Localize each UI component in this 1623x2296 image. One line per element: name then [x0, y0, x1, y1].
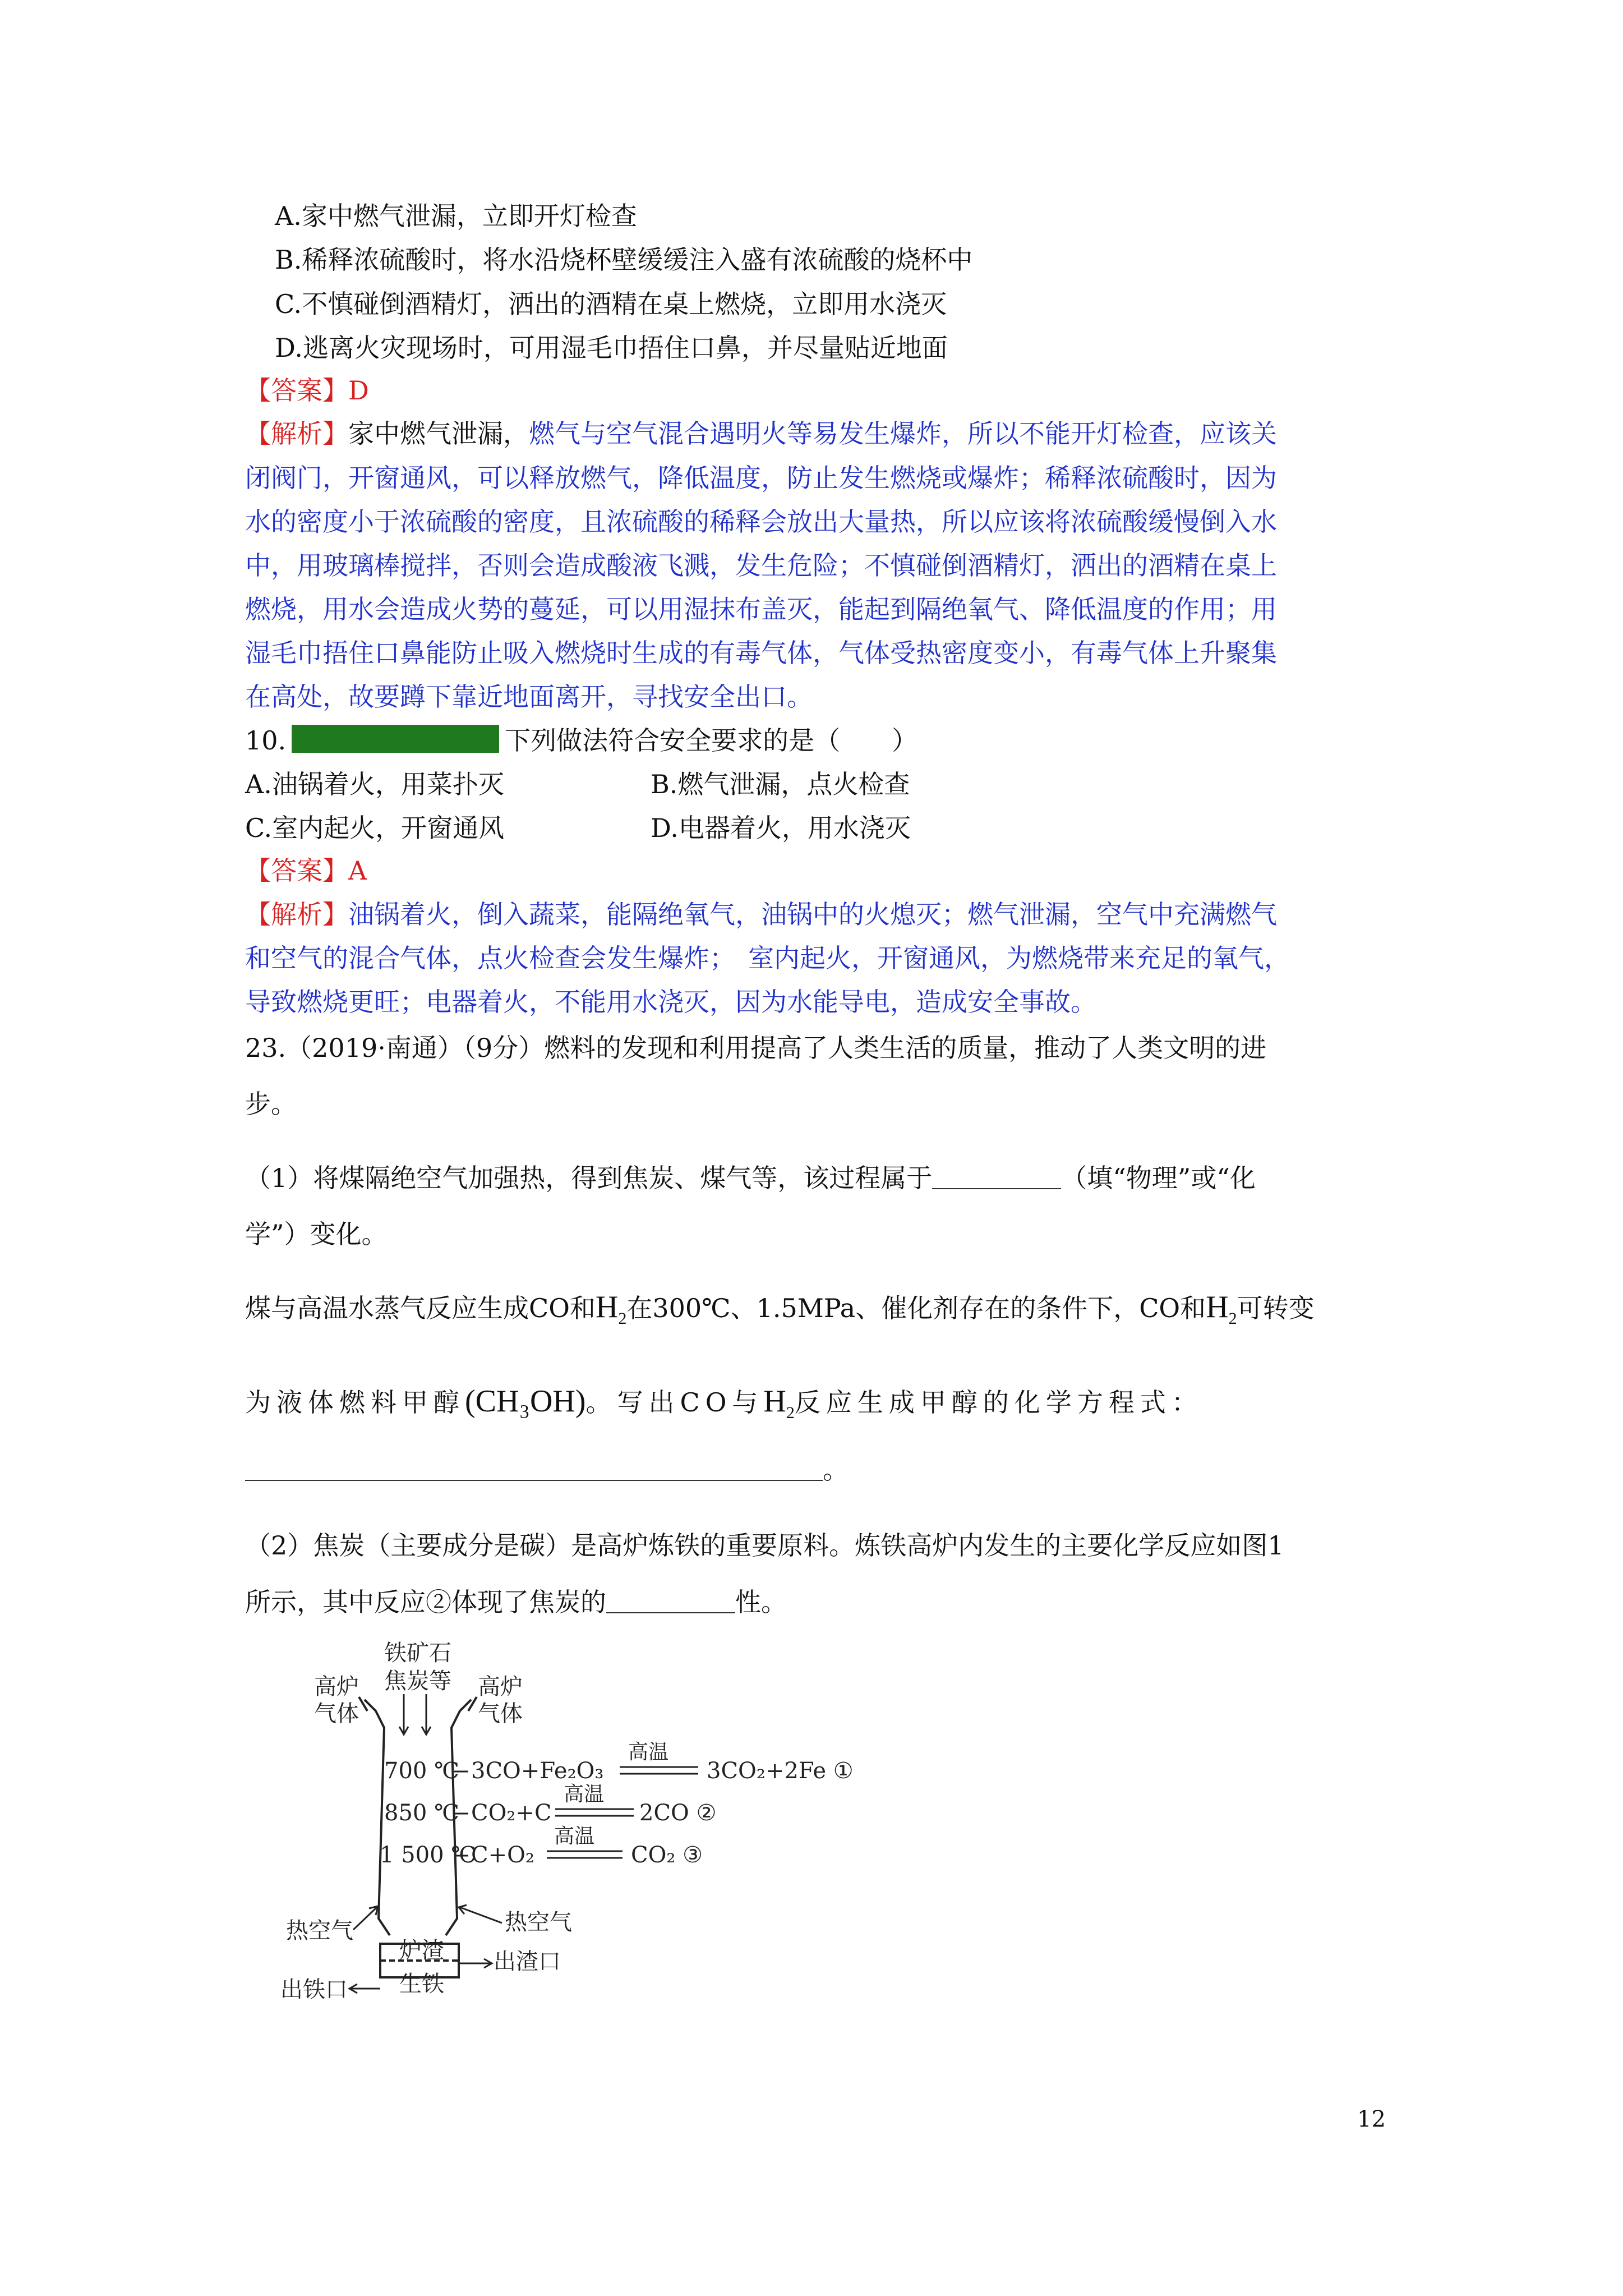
q23-part1-text-2: （填“物理”或“化 — [1061, 1163, 1256, 1193]
q23-part2-line-2 — [245, 1585, 787, 1619]
analysis-label: 【解析】 — [245, 418, 348, 449]
feed-arrows — [399, 1694, 431, 1734]
h-symbol: H — [595, 1290, 619, 1324]
reaction-1-condition: 高温 — [628, 1741, 669, 1764]
reaction-3-condition: 高温 — [554, 1825, 595, 1848]
reaction-1-products: 3CO₂+2Fe ① — [707, 1758, 854, 1784]
q23-text: 反应生成甲醇的化学方程式： — [794, 1387, 1203, 1418]
q9-analysis-line-2: 闭阀门，开窗通风，可以释放燃气，降低温度，防止发生燃烧或爆炸；稀释浓硫酸时，因为 — [245, 463, 1277, 493]
analysis-text: 油锅着火，倒入蔬菜，能隔绝氧气，油锅中的火熄灭；燃气泄漏，空气中充满燃气 — [348, 899, 1277, 930]
h2-formula: $H_2$ — [763, 1384, 795, 1422]
q23-text: 所示，其中反应②体现了焦炭的 — [245, 1587, 606, 1617]
q10-answer — [245, 854, 367, 887]
q23-part2-line-1: （2）焦炭（主要成分是碳）是高炉炼铁的重要原料。炼铁高炉内发生的主要化学反应如图1 — [245, 1530, 1284, 1561]
q23-part1-line-3 — [245, 1290, 1315, 1336]
q10-number: 10. — [245, 725, 287, 756]
temp-850: 850 ℃ — [384, 1800, 459, 1826]
reaction-3-products: CO₂ ③ — [631, 1842, 703, 1868]
q23-equation-blank-line — [245, 1453, 849, 1487]
reaction-2-reactants: CO₂+C — [471, 1800, 552, 1826]
reaction-1-equals — [620, 1767, 698, 1774]
analysis-text: 燃气与空气混合遇明火等易发生爆炸，所以不能开灯检查，应该关 — [529, 418, 1277, 449]
q23-text: 。 — [823, 1455, 849, 1485]
page-number: 12 — [1357, 2106, 1386, 2132]
answer-label: 【答案】 — [245, 855, 348, 886]
blast-furnace-diagram — [269, 1627, 920, 2008]
answer-value: D — [348, 375, 369, 406]
gas-right-label-2: 气体 — [478, 1701, 523, 1727]
gas-left-label-1: 高炉 — [314, 1674, 359, 1700]
reaction-2-equals — [555, 1809, 634, 1816]
q23-text: 煤与高温水蒸气反应生成CO和 — [245, 1293, 596, 1323]
q23-text: 在300℃、1.5MPa、催化剂存在的条件下，CO和 — [626, 1293, 1206, 1323]
q10-option-c: C.室内起火，开窗通风 — [245, 813, 505, 843]
source-tag — [292, 725, 499, 753]
h2-formula: $H_2$ — [1206, 1290, 1237, 1328]
q23-intro-1: 23.（2019·南通）（9分）燃料的发现和利用提高了人类生活的质量，推动了人类文明的进 — [245, 1033, 1267, 1063]
h-symbol: H — [1206, 1290, 1229, 1324]
hot-air-arrows — [353, 1905, 502, 1930]
furnace-outline — [359, 1697, 477, 1977]
q23-part1-line-2: 学”）变化。 — [245, 1219, 388, 1249]
analysis-first: 家中燃气泄漏， — [348, 418, 529, 449]
equation-blank[interactable] — [245, 1457, 823, 1481]
answer-label: 【答案】 — [245, 375, 348, 406]
q9-analysis-line-4: 中，用玻璃棒搅拌，否则会造成酸液飞溅，发生危险；不慎碰倒酒精灯，洒出的酒精在桌上 — [245, 550, 1277, 581]
gas-right-label-1: 高炉 — [478, 1674, 523, 1700]
q23-text: 性。 — [735, 1587, 787, 1617]
q9-analysis-line-7: 在高处，故要蹲下靠近地面离开，寻找安全出口。 — [245, 682, 813, 712]
analysis-label: 【解析】 — [245, 899, 348, 930]
q10-analysis-line-2: 和空气的混合气体，点火检查会发生爆炸； 室内起火，开窗通风，为燃烧带来充足的氧气， — [245, 943, 1290, 973]
q10-option-b: B.燃气泄漏，点火检查 — [651, 769, 910, 799]
iron-outlet-label: 出铁口 — [280, 1977, 348, 2003]
q10-analysis-line-1 — [245, 898, 1277, 931]
q23-text: 为液体燃料甲醇 — [245, 1387, 465, 1418]
q9-analysis-line-1 — [245, 417, 1277, 450]
q23-text: 。写出CO与 — [585, 1387, 764, 1418]
hot-air-left: 热空气 — [286, 1918, 353, 1944]
reaction-1-reactants: 3CO+Fe₂O₃ — [471, 1758, 604, 1784]
temp-1500: 1 500 ℃ — [380, 1842, 476, 1868]
iron-label: 生铁 — [399, 1971, 444, 1997]
q9-analysis-line-6: 湿毛巾捂住口鼻能防止吸入燃烧时生成的有毒气体，气体受热密度变小，有毒气体上升聚集 — [245, 638, 1277, 668]
gas-left-label-2: 气体 — [314, 1701, 359, 1727]
q23-intro-2: 步。 — [245, 1089, 297, 1119]
q9-answer — [245, 374, 369, 407]
q9-analysis-line-5: 燃烧，用水会造成火势的蔓延，可以用湿抹布盖灭，能起到隔绝氧气、降低温度的作用；用 — [245, 594, 1277, 624]
q10-stem — [245, 724, 917, 757]
slag-outlet-label: 出渣口 — [494, 1949, 561, 1975]
q9-analysis-line-3: 水的密度小于浓硫酸的密度，且浓硫酸的稀释会放出大量热，所以应该将浓硫酸缓慢倒入水 — [245, 507, 1277, 537]
methanol-formula: (CH₃OH) — [465, 1384, 586, 1419]
q23-part1-line-4 — [245, 1384, 1203, 1430]
reaction-3-reactants: C+O₂ — [471, 1842, 534, 1868]
q10-option-d: D.电器着火，用水浇灭 — [651, 813, 911, 843]
slag-label: 炉渣 — [399, 1938, 444, 1963]
q9-option-d: D.逃离火灾现场时，可用湿毛巾捂住口鼻，并尽量贴近地面 — [275, 333, 948, 363]
h-symbol: H — [763, 1384, 786, 1419]
q23-text: 可转变 — [1237, 1293, 1315, 1323]
q10-analysis-line-3: 导致燃烧更旺；电器着火，不能用水浇灭，因为水能导电，造成安全事故。 — [245, 987, 1096, 1017]
answer-blank[interactable] — [606, 1590, 735, 1613]
q10-stem-text: 下列做法符合安全要求的是（ ） — [505, 725, 918, 756]
q9-option-c: C.不慎碰倒酒精灯，洒出的酒精在桌上燃烧，立即用水浇灭 — [275, 289, 947, 319]
feed-label-1: 铁矿石 — [384, 1640, 451, 1666]
answer-value: A — [348, 855, 367, 886]
reaction-2-products: 2CO ② — [639, 1800, 717, 1826]
temp-700: 700 ℃ — [384, 1758, 459, 1784]
h2-formula: $H_2$ — [595, 1290, 627, 1328]
q23-part1-line-1 — [245, 1161, 1256, 1195]
hot-air-right: 热空气 — [505, 1910, 572, 1935]
q23-part1-text: （1）将煤隔绝空气加强热，得到焦炭、煤气等，该过程属于 — [245, 1163, 933, 1193]
feed-label-2: 焦炭等 — [384, 1668, 451, 1694]
q10-option-a: A.油锅着火，用菜扑灭 — [245, 769, 504, 799]
q9-option-a: A.家中燃气泄漏，立即开灯检查 — [275, 201, 637, 231]
reaction-3-equals — [547, 1851, 623, 1858]
q9-option-b: B.稀释浓硫酸时，将水沿烧杯壁缓缓注入盛有浓硫酸的烧杯中 — [275, 245, 973, 275]
reaction-2-condition: 高温 — [564, 1783, 605, 1806]
answer-blank[interactable] — [932, 1166, 1061, 1189]
